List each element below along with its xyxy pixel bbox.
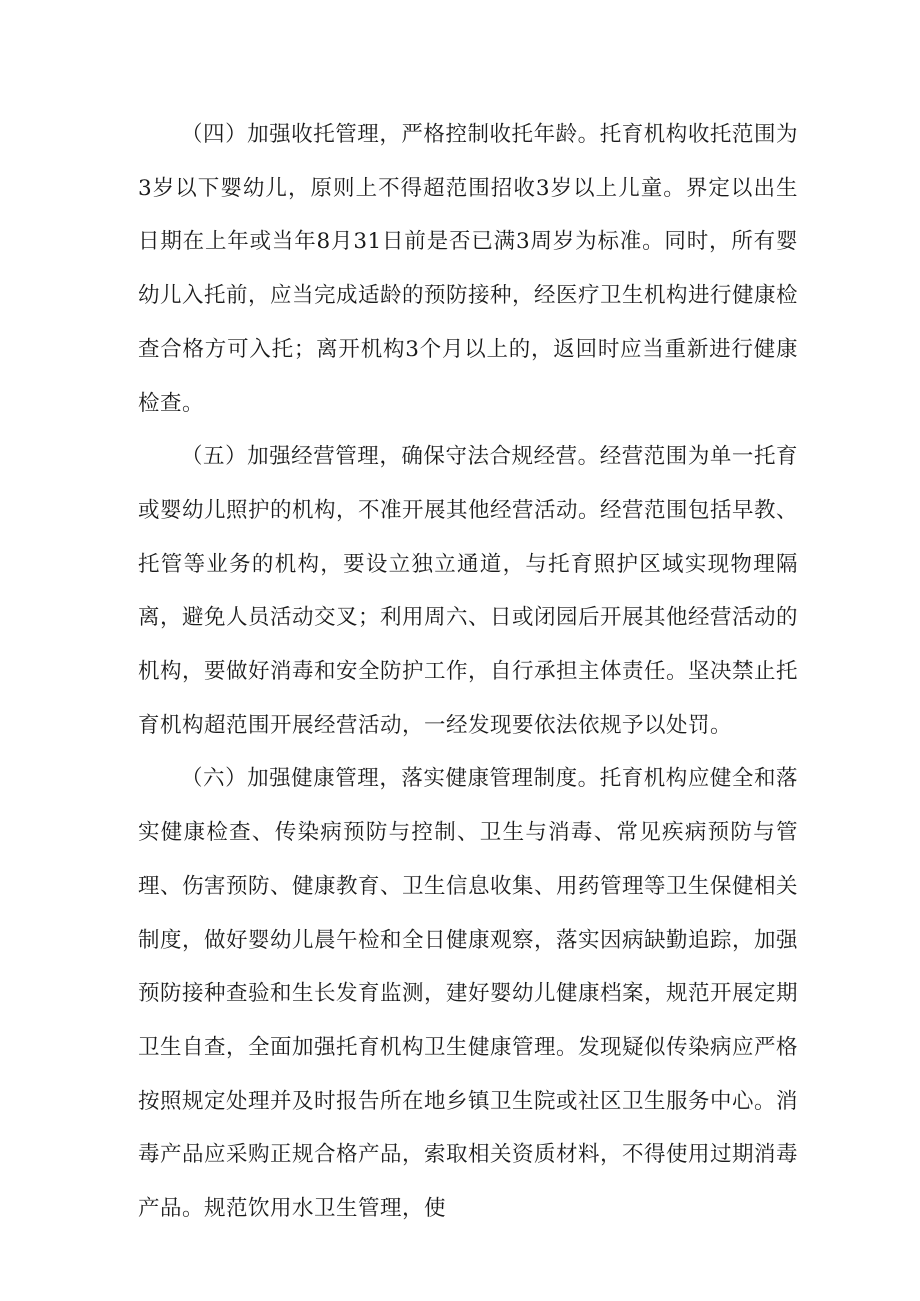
document-body [138, 108, 798, 1236]
paragraph-section-4: （四）加强收托管理，严格控制收托年龄。托育机构收托范围为3岁以下婴幼儿，原则上不得超范围招收3岁以上儿童。界定以出生日期在上年或当年8月31日前是否已满3周岁为标准。同时，所有婴幼儿入托前，应当完成适龄的预防接种，经医疗卫生机构进行健康检查合格方可入托；离开机构3个月以上的，返回时应当重新进行健康检查。 [138, 122, 799, 416]
paragraph-section-6: （六）加强健康管理，落实健康管理制度。托育机构应健全和落实健康检查、传染病预防与控制、卫生与消毒、常见疾病预防与管理、伤害预防、健康教育、卫生信息收集、用药管理等卫生保健相关制度，做好婴幼儿晨午检和全日健康观察，落实因病缺勤追踪，加强预防接种查验和生长发育监测，建好婴幼儿健康档案，规范开展定期卫生自查，全面加强托育机构卫生健康管理。发现疑似传染病应严格按照规定处理并及时报告所在地乡镇卫生院或社区卫生服务中心。消毒产品应采购正规合格产品，索取相关资质材料，不得使用过期消毒产品。规范饮用水卫生管理，使 [138, 766, 799, 1222]
paragraph-section-5: （五）加强经营管理，确保守法合规经营。经营范围为单一托育或婴幼儿照护的机构，不准开展其他经营活动。经营范围包括早教、托管等业务的机构，要设立独立通道，与托育照护区域实现物理隔离，避免人员活动交叉；利用周六、日或闭园后开展其他经营活动的机构，要做好消毒和安全防护工作，自行承担主体责任。坚决禁止托育机构超范围开展经营活动，一经发现要依法依规予以处罚。 [138, 444, 799, 738]
